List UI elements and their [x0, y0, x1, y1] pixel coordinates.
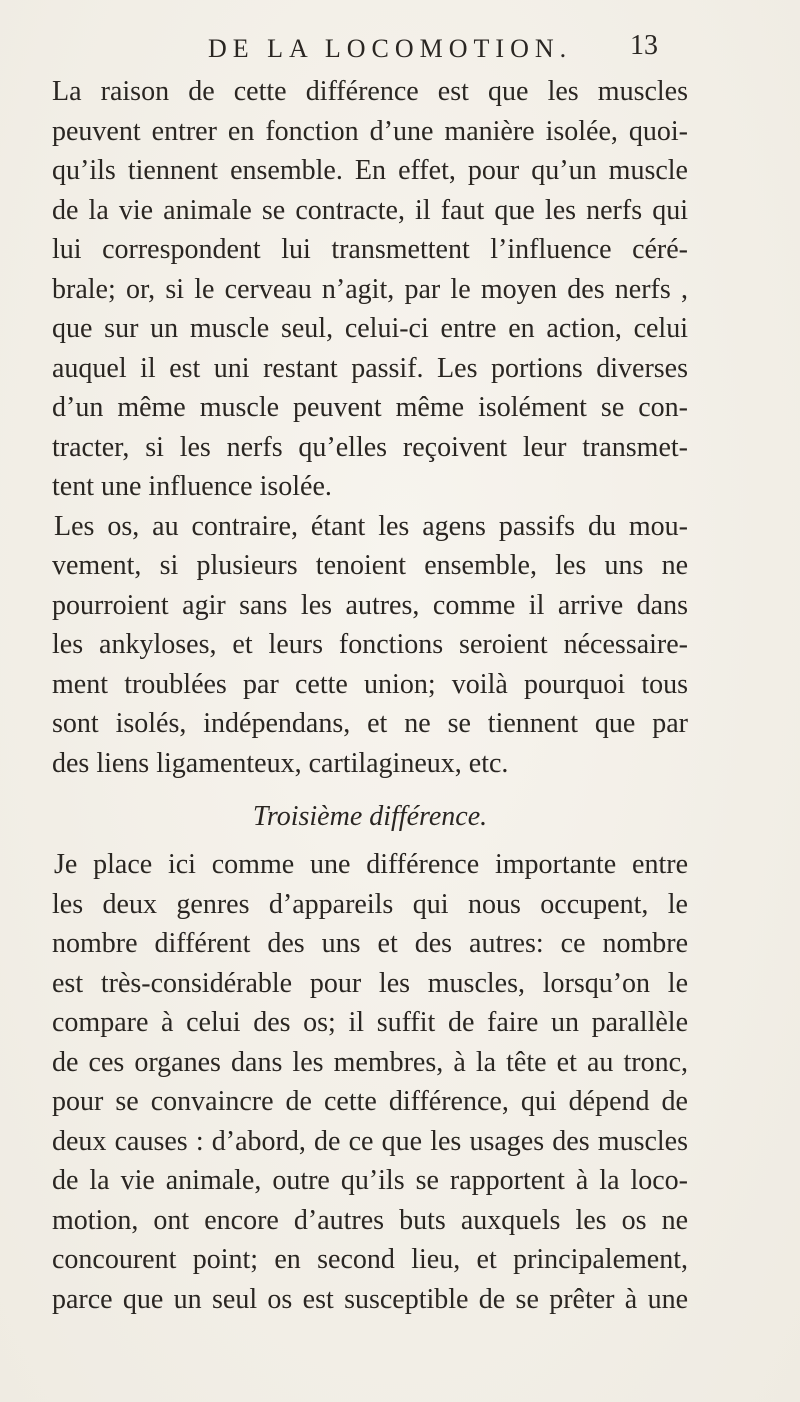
running-head	[0, 28, 800, 68]
text-line: concourent point; en second lieu, et principalement,	[52, 1244, 688, 1275]
text-line: est très-considérable pour les muscles, lorsqu’on le	[52, 967, 688, 999]
text-line: deux causes : d’abord, de ce que les usages des muscles	[52, 1125, 688, 1157]
text-line: les ankyloses, et leurs fonctions seroient nécessaire-	[52, 629, 688, 660]
text-line: La raison de cette différence est que les muscles	[52, 76, 688, 107]
text-line: vement, si plusieurs tenoient ensemble, les uns ne	[52, 550, 688, 581]
text-line: de la vie animale se contracte, il faut que les nerfs qui	[52, 194, 688, 226]
text-line: sont isolés, indépendans, et ne se tiennent que par	[52, 708, 688, 739]
text-line: motion, ont encore d’autres buts auxquels les os ne	[52, 1204, 688, 1236]
text-line: de la vie animale, outre qu’ils se rapportent à la loco-	[52, 1165, 688, 1196]
text-line: tracter, si les nerfs qu’elles reçoivent leur transmet-	[52, 431, 688, 463]
text-line: pourroient agir sans les autres, comme il arrive dans	[52, 589, 688, 621]
paragraph-2	[52, 507, 688, 784]
text-line: auquel il est uni restant passif. Les portions diverses	[52, 352, 688, 384]
text-line: pour se convaincre de cette différence, qui dépend de	[52, 1086, 688, 1117]
text-line: ment troublées par cette union; voilà pourquoi tous	[52, 668, 688, 700]
section-heading: Troisième différence.	[252, 801, 488, 832]
text-line: nombre différent des uns et des autres: ce nombre	[52, 928, 688, 959]
text-line: tent une influence isolée.	[52, 471, 332, 502]
text-line: des liens ligamenteux, cartilagineux, etc.	[52, 747, 509, 779]
page-number: 13	[630, 30, 658, 61]
text-line: parce que un seul os est susceptible de se prêter à une	[52, 1283, 688, 1315]
text-line: Je place ici comme une différence importante entre	[54, 849, 688, 880]
text-line: de ces organes dans les membres, à la tête et au tronc,	[52, 1046, 688, 1078]
paragraph-1	[52, 72, 688, 507]
text-line: lui correspondent lui transmettent l’influence céré-	[52, 234, 688, 265]
paragraph-3	[52, 845, 688, 1319]
text-line: peuvent entrer en fonction d’une manière isolée, quoi-	[52, 115, 688, 147]
text-line: d’un même muscle peuvent même isolément se con-	[52, 392, 688, 423]
text-line: Les os, au contraire, étant les agens passifs du mou-	[54, 510, 688, 542]
text-line: que sur un muscle seul, celui-ci entre en action, celui	[52, 313, 688, 344]
text-line: qu’ils tiennent ensemble. En effet, pour qu’un muscle	[52, 155, 688, 186]
text-line: brale; or, si le cerveau n’agit, par le moyen des nerfs ,	[52, 273, 688, 305]
running-title: DE LA LOCOMOTION.	[208, 34, 573, 63]
body-text	[52, 72, 688, 1319]
text-line: les deux genres d’appareils qui nous occupent, le	[52, 888, 688, 920]
text-line: compare à celui des os; il suffit de faire un parallèle	[52, 1007, 688, 1038]
